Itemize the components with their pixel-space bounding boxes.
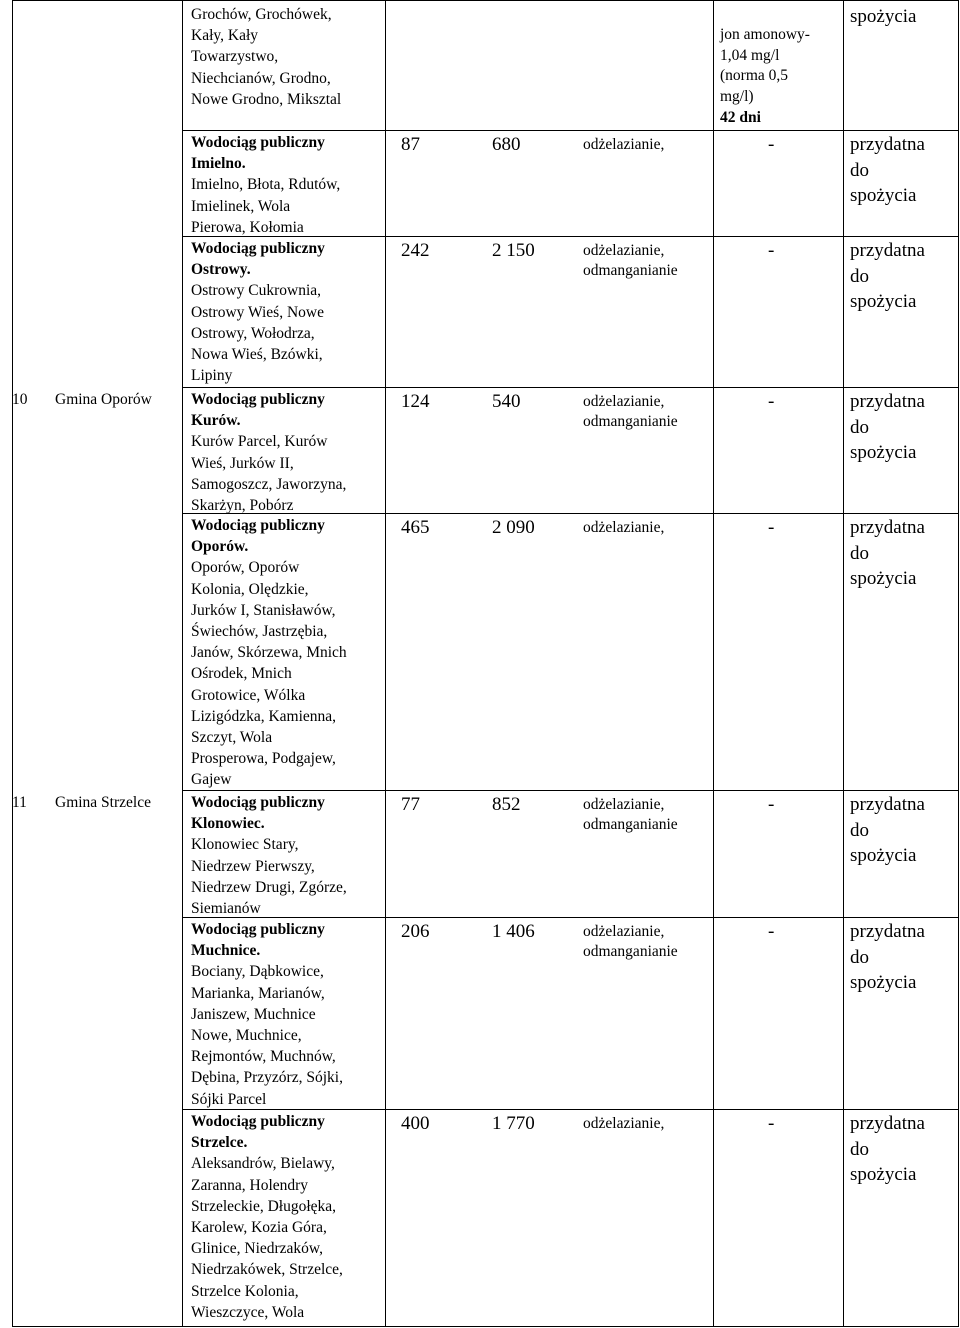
exceed-dash: -: [768, 517, 775, 538]
location-line: Szczyt, Wola: [191, 729, 273, 746]
assessment-line: przydatna: [850, 517, 925, 538]
treatment-line: odżelazianie,: [583, 242, 665, 259]
location-line: Niechcianów, Grodno,: [191, 69, 331, 87]
location-line: Jurków I, Stanisławów,: [191, 601, 336, 619]
column-border: [12, 0, 13, 1327]
value-b: 1 406: [492, 921, 535, 942]
parameter-line: (norma 0,5: [720, 67, 789, 84]
location-line: Ostrowy Cukrownia,: [191, 282, 322, 300]
wodociag-name: Muchnice.: [191, 942, 261, 960]
wodociag-name: Strzelce.: [191, 1134, 248, 1152]
exceed-dash: -: [768, 794, 775, 815]
location-line: Skarżyn, Pobórz: [191, 497, 294, 514]
location-line: Dębina, Przyzórz, Sójki,: [191, 1069, 343, 1087]
assessment-line: do: [850, 1138, 869, 1160]
location-line: Niedrzew Pierwszy,: [191, 857, 315, 875]
wodociag-name: Imielno.: [191, 155, 246, 173]
value-b: 2 150: [492, 240, 535, 261]
assessment-line: do: [850, 542, 869, 564]
assessment-line: do: [850, 819, 869, 841]
location-line: Oporów, Oporów: [191, 559, 300, 577]
treatment-line: odżelazianie,: [583, 1115, 665, 1132]
duration-text: 42 dni: [720, 109, 761, 126]
column-border: [958, 0, 959, 1327]
wodociag-label: Wodociąg publiczny: [191, 794, 325, 811]
location-line: Ostrowy, Wołodrza,: [191, 324, 315, 342]
row-number: 10: [12, 391, 28, 408]
assessment-line: spożycia: [850, 291, 917, 313]
wodociag-label: Wodociąg publiczny: [191, 1113, 325, 1130]
location-line: Janiszew, Muchnice: [191, 1005, 316, 1023]
row-border: [182, 130, 958, 131]
treatment-line: odżelazianie,: [583, 923, 665, 940]
assessment-line: przydatna: [850, 240, 925, 261]
location-line: Wieś, Jurków II,: [191, 454, 294, 472]
value-b: 2 090: [492, 517, 535, 538]
location-line: Karolew, Kozia Góra,: [191, 1219, 327, 1236]
location-line: Lipiny: [191, 367, 233, 385]
parameter-line: 1,04 mg/l: [720, 46, 780, 64]
location-line: Lizigódzka, Kamienna,: [191, 707, 337, 725]
row-border: [182, 513, 958, 514]
location-line: Aleksandrów, Bielawy,: [191, 1155, 335, 1173]
wodociag-label: Wodociąg publiczny: [191, 921, 325, 938]
location-line: Imielinek, Wola: [191, 197, 291, 215]
location-line: Pierowa, Kołomia: [191, 218, 304, 236]
assessment-line: spożycia: [850, 1164, 917, 1186]
wodociag-name: Ostrowy.: [191, 261, 251, 279]
wodociag-label: Wodociąg publiczny: [191, 240, 325, 257]
location-line: Zaranna, Holendry: [191, 1176, 309, 1194]
assessment-line: spożycia: [850, 185, 917, 207]
parameter-line: jon amonowy-: [720, 26, 810, 43]
treatment-line: odżelazianie,: [583, 519, 665, 536]
row-border: [12, 0, 958, 1]
exceed-dash: -: [768, 391, 775, 412]
location-line: Kały, Kały: [191, 27, 259, 45]
gmina-name: Gmina Strzelce: [55, 794, 151, 811]
value-b: 680: [492, 134, 521, 155]
value-b: 1 770: [492, 1113, 535, 1134]
location-line: Kolonia, Olędzkie,: [191, 580, 309, 598]
assessment-line: przydatna: [850, 794, 925, 815]
treatment-line: odmanganianie: [583, 943, 678, 960]
column-border: [182, 0, 183, 1327]
assessment-text: spożycia: [850, 6, 917, 27]
value-a: 465: [401, 517, 430, 538]
value-a: 87: [401, 134, 420, 155]
treatment-line: odżelazianie,: [583, 796, 665, 813]
wodociag-name: Kurów.: [191, 412, 241, 430]
wodociag-name: Klonowiec.: [191, 815, 265, 833]
assessment-line: do: [850, 946, 869, 968]
location-line: Grochów, Grochówek,: [191, 6, 332, 23]
location-line: Klonowiec Stary,: [191, 836, 299, 854]
location-line: Wieszczyce, Wola: [191, 1303, 305, 1321]
assessment-line: do: [850, 159, 869, 181]
location-line: Ostrowy Wieś, Nowe: [191, 303, 324, 321]
wodociag-label: Wodociąg publiczny: [191, 391, 325, 408]
treatment-line: odmanganianie: [583, 816, 678, 833]
column-border: [385, 0, 386, 1327]
exceed-dash: -: [768, 1113, 775, 1134]
assessment-line: przydatna: [850, 921, 925, 942]
treatment-line: odmanganianie: [583, 413, 678, 430]
treatment-line: odżelazianie,: [583, 136, 665, 153]
assessment-line: spożycia: [850, 442, 917, 464]
location-line: Imielno, Błota, Rdutów,: [191, 176, 341, 194]
location-line: Siemianów: [191, 900, 261, 917]
location-line: Towarzystwo,: [191, 48, 279, 66]
value-a: 77: [401, 794, 420, 815]
wodociag-label: Wodociąg publiczny: [191, 134, 325, 151]
gmina-name: Gmina Oporów: [55, 391, 152, 408]
row-border: [182, 790, 958, 791]
location-line: Gajew: [191, 771, 232, 789]
location-line: Strzeleckie, Długołęka,: [191, 1197, 337, 1215]
column-border: [713, 0, 714, 1327]
exceed-dash: -: [768, 134, 775, 155]
assessment-line: spożycia: [850, 568, 917, 590]
wodociag-name: Oporów.: [191, 538, 249, 556]
value-a: 124: [401, 391, 430, 412]
assessment-line: do: [850, 265, 869, 287]
location-line: Marianka, Marianów,: [191, 984, 325, 1002]
location-line: Niedrzew Drugi, Zgórze,: [191, 878, 347, 896]
location-line: Janów, Skórzewa, Mnich: [191, 644, 347, 662]
location-line: Nowe Grodno, Miksztal: [191, 90, 342, 108]
value-b: 540: [492, 391, 521, 412]
location-line: Glinice, Niedrzaków,: [191, 1240, 323, 1258]
row-border: [12, 1326, 958, 1327]
treatment-line: odmanganianie: [583, 262, 678, 279]
location-line: Ośrodek, Mnich: [191, 665, 292, 683]
location-line: Nowe, Muchnice,: [191, 1027, 302, 1044]
parameter-line: mg/l): [720, 87, 754, 105]
value-a: 400: [401, 1113, 430, 1134]
location-line: Świechów, Jastrzębia,: [191, 623, 328, 640]
assessment-line: spożycia: [850, 972, 917, 994]
wodociag-label: Wodociąg publiczny: [191, 517, 325, 534]
value-a: 242: [401, 240, 430, 261]
assessment-line: przydatna: [850, 1113, 925, 1134]
location-line: Kurów Parcel, Kurów: [191, 433, 328, 451]
location-line: Grotowice, Wólka: [191, 686, 306, 704]
value-b: 852: [492, 794, 521, 815]
exceed-dash: -: [768, 240, 775, 261]
assessment-line: przydatna: [850, 391, 925, 412]
location-line: Strzelce Kolonia,: [191, 1282, 299, 1300]
assessment-line: spożycia: [850, 845, 917, 867]
column-border: [843, 0, 844, 1327]
treatment-line: odżelazianie,: [583, 393, 665, 410]
location-line: Prosperowa, Podgajew,: [191, 750, 336, 768]
exceed-dash: -: [768, 921, 775, 942]
location-line: Niedrzakówek, Strzelce,: [191, 1261, 343, 1279]
assessment-line: przydatna: [850, 134, 925, 155]
value-a: 206: [401, 921, 430, 942]
location-line: Nowa Wieś, Bzówki,: [191, 346, 323, 363]
row-border: [182, 917, 958, 918]
row-border: [182, 387, 958, 388]
row-border: [182, 1109, 958, 1110]
location-line: Bociany, Dąbkowice,: [191, 963, 324, 981]
row-number: 11: [12, 794, 27, 811]
location-line: Samogoszcz, Jaworzyna,: [191, 475, 347, 493]
location-line: Rejmontów, Muchnów,: [191, 1048, 336, 1066]
location-line: Sójki Parcel: [191, 1090, 267, 1108]
assessment-line: do: [850, 416, 869, 438]
